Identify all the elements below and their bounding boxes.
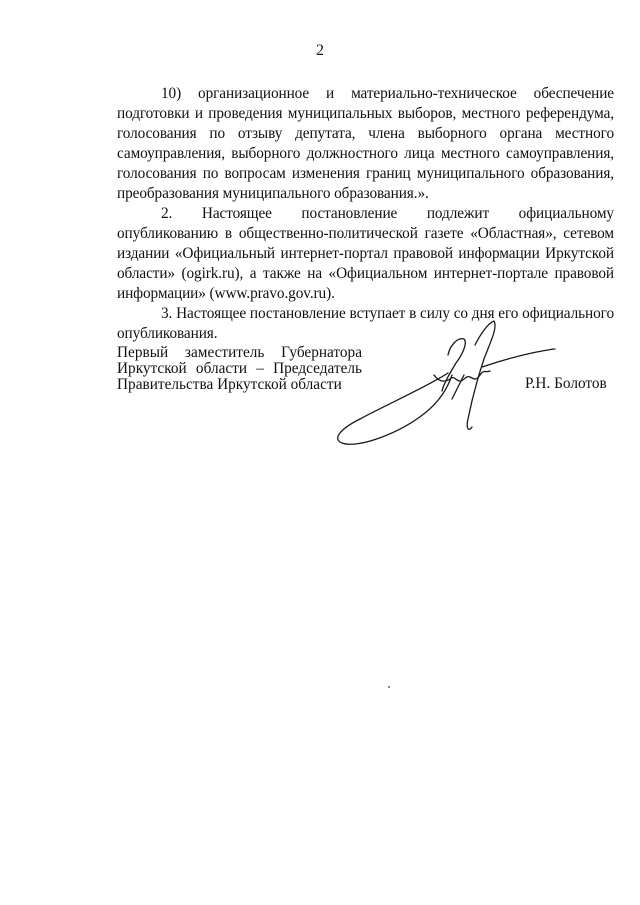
paragraph-item-10: 10) организационное и материально-техническое обеспечение подготовки и проведения муниципальных выборов, местного референдума, голосования по отзыву депутата, члена выборного органа местного самоуправления, выборного должностного лица местного самоуправления, голосования по вопросам изменения границ муниципального образования, преобразования муниципального образования.». (117, 85, 614, 202)
position-line: Иркутской области – Председатель (117, 360, 362, 377)
paragraph-effective-date: 3. Настоящее постановление вступает в силу со дня его официального опубликования. (117, 305, 614, 342)
paragraph-publication: 2. Настоящее постановление подлежит официальному опубликованию в общественно-политической газете «Областная», сетевом издании «Официальный интернет-портал правовой информации Иркутской области» (ogirk.ru), а также на «Официальном интернет-портале правовой информации» (www.pravo.gov.ru). (117, 205, 614, 302)
document-body (117, 84, 614, 344)
signer-name: Р.Н. Болотов (525, 375, 607, 392)
position-line: Правительства Иркутской области (117, 376, 342, 393)
signatory-position (117, 345, 362, 393)
page-number: 2 (316, 42, 324, 59)
position-line: Первый заместитель Губернатора (117, 344, 362, 361)
scan-dot (388, 686, 390, 688)
